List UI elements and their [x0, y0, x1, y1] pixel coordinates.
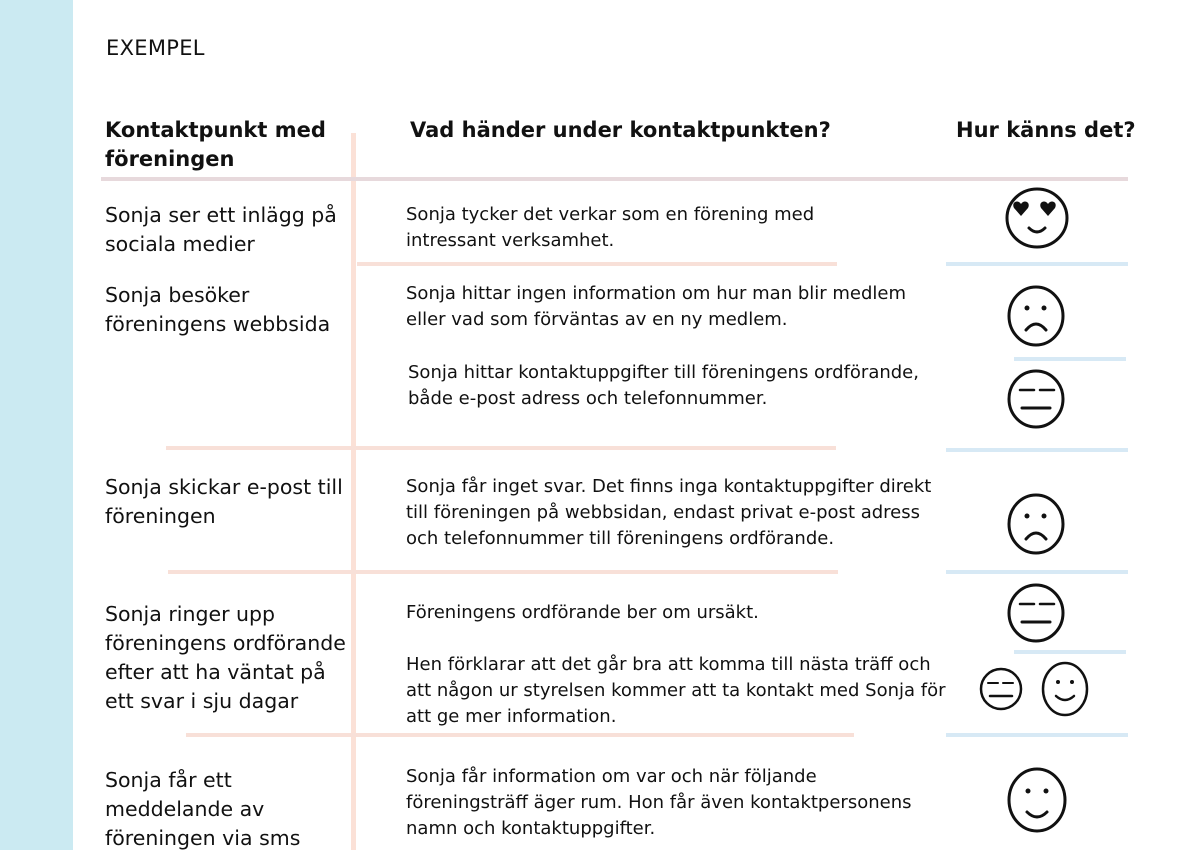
header-feeling: Hur känns det?	[956, 118, 1136, 142]
feeling-divider	[946, 448, 1128, 452]
event-text: Sonja hittar kontaktuppgifter till föreningens ordförande, både e-post adress och telefonnummer.	[408, 362, 919, 409]
event-text: Hen förklarar att det går bra att komma till nästa träff och att någon ur styrelsen kommer att ta kontakt med Sonja för att ge mer information.	[406, 654, 946, 727]
header-touchpoint: Kontaktpunkt med föreningen	[105, 118, 326, 171]
neutral-face-icon	[978, 666, 1024, 712]
row-divider	[168, 570, 838, 574]
example-label: EXEMPEL	[106, 36, 205, 60]
event-text: Föreningens ordförande ber om ursäkt.	[406, 602, 759, 623]
header-what-happens: Vad händer under kontaktpunkten?	[410, 118, 831, 142]
heart-eyes-face-icon	[1004, 186, 1070, 250]
event-text: Sonja får inget svar. Det finns inga kontaktuppgifter direkt till föreningen på webbsidan, endast privat e-post adress och telefonnummer till föreningens ordförande.	[406, 476, 932, 549]
feeling-divider	[1014, 357, 1126, 361]
feeling-divider	[946, 570, 1128, 574]
touchpoint-text: Sonja får ett meddelande av föreningen via sms	[105, 768, 301, 850]
event-text: Sonja tycker det verkar som en förening med intressant verksamhet.	[406, 204, 815, 251]
touchpoint-text: Sonja skickar e-post till föreningen	[105, 475, 343, 528]
sad-face-icon	[1006, 492, 1066, 556]
neutral-face-icon	[1006, 582, 1066, 644]
header-divider	[101, 177, 1128, 181]
event-text: Sonja får information om var och när följande föreningsträff äger rum. Hon får även kontaktpersonens namn och kontaktuppgifter.	[406, 766, 912, 839]
row-divider	[357, 262, 837, 266]
touchpoint-text: Sonja ringer upp föreningens ordförande efter att ha väntat på ett svar i sju dagar	[105, 602, 346, 713]
feeling-divider	[946, 733, 1128, 737]
feeling-divider	[946, 262, 1128, 266]
event-text: Sonja hittar ingen information om hur man blir medlem eller vad som förväntas av en ny medlem.	[406, 283, 907, 330]
sad-face-icon	[1006, 284, 1066, 348]
happy-face-icon	[1006, 766, 1068, 834]
row-divider	[186, 733, 854, 737]
touchpoint-text: Sonja besöker föreningens webbsida	[105, 283, 331, 336]
side-color-bar	[0, 0, 73, 850]
feeling-divider	[1014, 650, 1126, 654]
neutral-face-icon	[1006, 368, 1066, 430]
happy-face-icon	[1040, 660, 1090, 718]
touchpoint-text: Sonja ser ett inlägg på sociala medier	[105, 203, 337, 256]
row-divider	[166, 446, 836, 450]
